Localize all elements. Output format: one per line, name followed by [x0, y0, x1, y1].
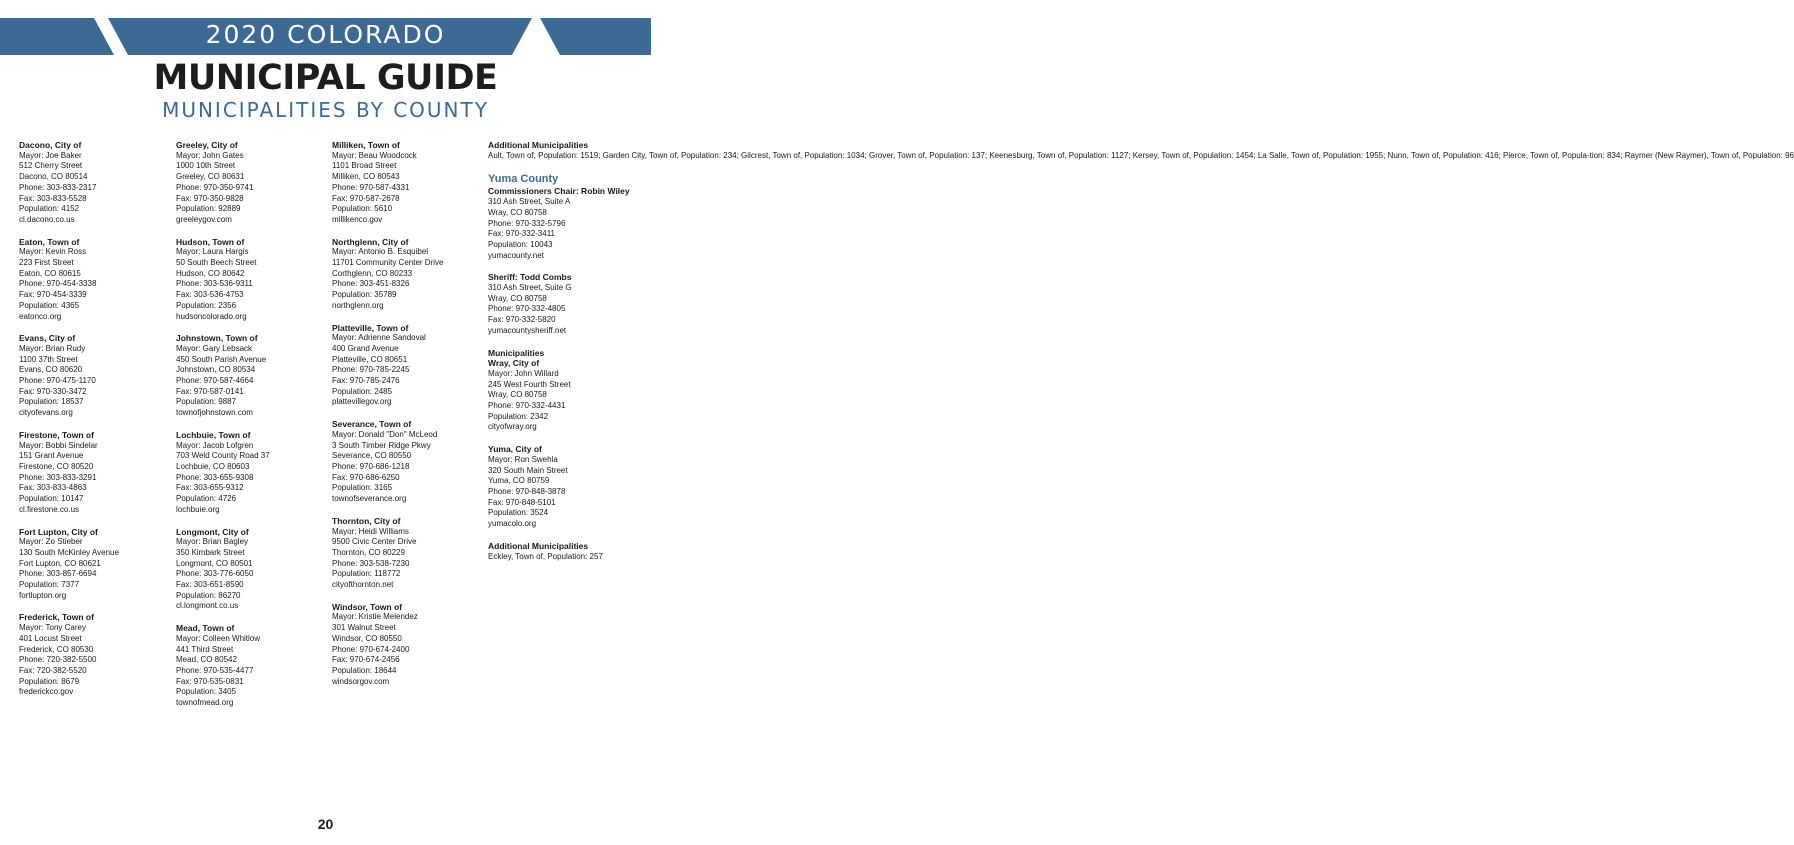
municipality-entry: [332, 516, 472, 591]
entry-line: Thornton, CO 80229: [332, 547, 405, 557]
entry-line: Corthglenn, CO 80233: [332, 268, 413, 278]
municipality-entry: [176, 527, 314, 613]
entry-line: hudsoncolorado.org: [176, 311, 247, 321]
entry-line: Population: 4152: [19, 204, 80, 214]
entry-name: Thornton, City of: [332, 515, 401, 526]
entry-line: frederickco.gov: [19, 687, 74, 697]
entry-line: 320 South Main Street: [488, 465, 568, 475]
entry-line: Greeley, CO 80631: [176, 172, 245, 182]
entry-line: 9500 Civic Center Drive: [332, 537, 417, 547]
entry-line: eatonco.org: [19, 311, 62, 321]
entry-line: Wray, CO 80758: [488, 207, 547, 217]
entry-line: windsorgov.com: [332, 676, 390, 686]
entry-line: Phone: 303-833-2317: [19, 182, 97, 192]
entry-line: Fax: 970-587-0141: [176, 386, 244, 396]
entry-name: Mead, Town of: [176, 623, 235, 634]
entry-line: Mead, CO 80542: [176, 655, 237, 665]
entry-line: Fax: 303-833-4863: [19, 483, 87, 493]
municipalities-label: Municipalities: [488, 347, 545, 358]
entry-line: Fax: 970-535-0831: [176, 676, 244, 686]
entry-line: 400 Grand Avenue: [332, 343, 399, 353]
entry-line: Mayor: Brian Rudy: [19, 343, 86, 353]
entry-line: Population: 5610: [332, 204, 393, 214]
entry-line: 703 Weld County Road 37: [176, 451, 270, 461]
entry-name: Wray, City of: [488, 358, 540, 369]
entry-line: plattevillegov.org: [332, 397, 392, 407]
entry-name: Dacono, City of: [19, 140, 82, 150]
entry-line: 441 Third Street: [176, 644, 234, 654]
entry-line: Fax: 303-833-5528: [19, 193, 87, 203]
entry-line: Population: 3405: [176, 687, 237, 697]
entry-line: Phone: 970-350-9741: [176, 182, 254, 192]
entry-line: Phone: 303-833-3291: [19, 472, 97, 482]
yuma-entry: [488, 444, 638, 530]
page-number: 20: [317, 816, 334, 832]
entry-line: yumacolo.org: [488, 519, 537, 529]
entry-line: Longmont, CO 80501: [176, 558, 253, 568]
entry-name: Fort Lupton, City of: [19, 526, 98, 537]
entry-line: Frederick, CO 80530: [19, 644, 94, 654]
entry-line: Phone: 970-674-2400: [332, 644, 410, 654]
municipality-entry: [19, 527, 157, 602]
entry-name: Eaton, Town of: [19, 236, 80, 247]
entry-name: Platteville, Town of: [332, 322, 409, 333]
entry-line: Windsor, CO 80550: [332, 633, 402, 643]
entry-line: 401 Locust Street: [19, 633, 82, 643]
entry-line: cityofthornton.net: [332, 580, 394, 590]
entry-name: Windsor, Town of: [332, 601, 403, 612]
entry-line: 245 West Fourth Street: [488, 379, 571, 389]
entry-line: 130 South McKinley Avenue: [19, 547, 119, 557]
entry-line: Phone: 970-332-5796: [488, 218, 566, 228]
municipality-entry: [176, 237, 314, 323]
entry-line: Fax: 970-332-5820: [488, 315, 556, 325]
municipality-entry: [176, 430, 314, 516]
entry-line: Fax: 970-587-2678: [332, 193, 400, 203]
entry-name: Yuma, City of: [488, 444, 542, 455]
entry-line: Mayor: Adrienne Sandoval: [332, 333, 426, 343]
entry-line: cl.dacono.co.us: [19, 214, 75, 224]
entry-line: 301 Walnut Street: [332, 623, 396, 633]
entry-line: cityofevans.org: [19, 408, 73, 418]
entry-line: Phone: 303-451-8326: [332, 279, 410, 289]
county-title: Yuma County: [488, 173, 559, 186]
entry-line: Fax: 720-382-5520: [19, 665, 87, 675]
header-banner: [0, 18, 651, 55]
entry-line: Population: 10147: [19, 494, 84, 504]
entry-line: Fax: 303-536-4753: [176, 290, 244, 300]
sheriff-entry: [488, 272, 638, 336]
municipality-entry: [19, 612, 157, 698]
entry-line: Population: 118772: [332, 569, 401, 579]
entry-line: Phone: 970-535-4477: [176, 665, 254, 675]
entry-line: 151 Grant Avenue: [19, 451, 84, 461]
entry-line: 350 Kimbark Street: [176, 547, 245, 557]
entry-line: Population: 3524: [488, 508, 549, 518]
entry-line: Phone: 970-587-4331: [332, 182, 410, 192]
entry-line: Population: 92889: [176, 204, 241, 214]
entry-line: Mayor: Donald "Don" McLeod: [332, 429, 438, 439]
entry-line: Phone: 970-587-4664: [176, 376, 254, 386]
entry-line: Population: 9887: [176, 397, 237, 407]
entry-line: Phone: 970-785-2245: [332, 365, 410, 375]
municipality-entry: [176, 333, 314, 419]
entry-line: Mayor: John Willard: [488, 368, 559, 378]
entry-line: Mayor: Colleen Whitlow: [176, 633, 261, 643]
entry-line: Mayor: Beau Woodcock: [332, 150, 417, 160]
municipality-entry: [332, 323, 472, 409]
entry-name: Lochbuie, Town of: [176, 429, 251, 440]
entry-line: Dacono, CO 80514: [19, 172, 88, 182]
entry-name: Johnstown, Town of: [176, 333, 258, 344]
entry-line: Mayor: Kristie Melendez: [332, 612, 418, 622]
municipality-entry: [332, 419, 472, 505]
commissioners-entry: [488, 186, 638, 261]
municipality-entry: [332, 237, 472, 312]
municipality-entry: [332, 602, 472, 688]
entry-line: 50 South Beech Street: [176, 258, 257, 268]
additional-municipalities-text-2: Eckley, Town of, Population: 257: [488, 551, 603, 561]
entry-line: Population: 2356: [176, 300, 237, 310]
entry-line: greeleygov.com: [176, 214, 232, 224]
entry-line: fortlupton.org: [19, 590, 67, 600]
entry-name: Firestone, Town of: [19, 429, 94, 440]
entry-line: 1101 Broad Street: [332, 161, 397, 171]
municipality-entry: [19, 237, 157, 323]
entry-name: Greeley, City of: [176, 140, 238, 150]
page-title: MUNICIPAL GUIDE: [153, 58, 498, 98]
entry-line: 310 Ash Street, Suite A: [488, 197, 571, 207]
entry-line: Fort Lupton, CO 80621: [19, 558, 101, 568]
entry-line: millikenco.gov: [332, 214, 383, 224]
entry-name: Milliken, Town of: [332, 140, 400, 150]
municipality-entry: [176, 623, 314, 709]
banner-title: 2020 COLORADO: [205, 20, 446, 49]
entry-line: Phone: 303-655-9308: [176, 472, 254, 482]
entry-line: Population: 18644: [332, 665, 397, 675]
entry-line: Phone: 970-686-1218: [332, 461, 410, 471]
entry-line: Mayor: Antonio B. Esquibel: [332, 247, 429, 257]
entry-line: Mayor: Tony Carey: [19, 623, 86, 633]
entry-line: Fax: 303-655-9312: [176, 483, 244, 493]
entry-line: Fax: 970-332-3411: [488, 229, 556, 239]
entry-line: 11701 Community Center Drive: [332, 258, 444, 268]
municipality-entry: [19, 140, 157, 226]
entry-line: Severance, CO 80550: [332, 451, 412, 461]
entry-line: townofjohnstown.com: [176, 408, 253, 418]
entry-line: Population: 2485: [332, 386, 393, 396]
entry-line: Lochbuie, CO 80603: [176, 461, 250, 471]
additional-municipalities-title-2: Additional Municipalities: [488, 540, 589, 551]
entry-line: Phone: 303-776-6050: [176, 569, 254, 579]
entry-line: 512 Cherry Street: [19, 161, 83, 171]
entry-line: Population: 2342: [488, 411, 549, 421]
entry-line: Mayor: Jacob Lofgren: [176, 440, 254, 450]
entry-line: 1100 37th Street: [19, 354, 78, 364]
entry-line: Mayor: Gary Lebsack: [176, 343, 253, 353]
entry-line: 450 South Parish Avenue: [176, 354, 267, 364]
entry-line: Mayor: John Gates: [176, 150, 244, 160]
column-3: [332, 140, 472, 698]
entry-line: Fax: 970-330-3472: [19, 386, 87, 396]
entry-line: Phone: 970-332-4805: [488, 304, 566, 314]
entry-line: townofseverance.org: [332, 494, 407, 504]
entry-line: Fax: 970-848-5101: [488, 497, 556, 507]
entry-line: Population: 4365: [19, 300, 80, 310]
entry-line: 3 South Timber Ridge Pkwy: [332, 440, 431, 450]
page-subtitle: MUNICIPALITIES BY COUNTY: [162, 98, 489, 122]
entry-line: Phone: 720-382-5500: [19, 655, 97, 665]
entry-line: Phone: 303-538-7230: [332, 558, 410, 568]
entry-line: Population: 7377: [19, 580, 80, 590]
column-2: [176, 140, 314, 720]
entry-line: Mayor: Laura Hargis: [176, 247, 249, 257]
entry-line: Mayor: Joe Baker: [19, 150, 82, 160]
column-4: [488, 140, 1794, 573]
entry-line: Johnstown, CO 80534: [176, 365, 256, 375]
entry-line: yumacounty.net: [488, 250, 544, 260]
entry-line: Population: 8679: [19, 676, 80, 686]
entry-line: Population: 86270: [176, 590, 241, 600]
entry-line: Mayor: Bobbi Sindelar: [19, 440, 98, 450]
entry-name: Sheriff: Todd Combs: [488, 272, 572, 283]
entry-line: Wray, CO 80758: [488, 293, 547, 303]
entry-line: townofmead.org: [176, 698, 234, 708]
entry-line: Population: 10043: [488, 239, 553, 249]
entry-line: cl.longmont.co.us: [176, 601, 239, 611]
entry-line: Phone: 970-475-1170: [19, 376, 96, 386]
entry-name: Frederick, Town of: [19, 612, 94, 623]
entry-line: 1000 10th Street: [176, 161, 236, 171]
entry-line: northglenn.org: [332, 300, 384, 310]
wray-entry: [488, 358, 638, 433]
entry-line: Evans, CO 80620: [19, 365, 83, 375]
entry-name: Northglenn, City of: [332, 236, 409, 247]
entry-line: Hudson, CO 80642: [176, 268, 245, 278]
additional-municipalities-2: [488, 541, 638, 562]
entry-line: Wray, CO 80758: [488, 390, 547, 400]
entry-name: Commissioners Chair: Robin Wiley: [488, 186, 630, 197]
additional-municipalities: [488, 140, 1794, 161]
entry-line: Mayor: Kevin Ross: [19, 247, 87, 257]
entry-line: Mayor: Ron Swehla: [488, 454, 558, 464]
entry-name: Hudson, Town of: [176, 236, 245, 247]
entry-line: Mayor: Zo Stieber: [19, 537, 83, 547]
entry-line: Population: 35789: [332, 290, 397, 300]
entry-line: 223 First Street: [19, 258, 74, 268]
entry-line: Mayor: Heidi Williams: [332, 526, 409, 536]
entry-line: Phone: 303-857-6694: [19, 569, 97, 579]
municipality-entry: [19, 333, 157, 419]
entry-line: Population: 18537: [19, 397, 84, 407]
entry-line: Eaton, CO 80615: [19, 268, 81, 278]
entry-line: 310 Ash Street, Suite G: [488, 283, 572, 293]
entry-name: Longmont, City of: [176, 526, 249, 537]
additional-municipalities-title: Additional Municipalities: [488, 140, 589, 150]
entry-line: Phone: 970-332-4431: [488, 401, 566, 411]
entry-line: Platteville, CO 80651: [332, 354, 408, 364]
municipality-entry: [332, 140, 472, 226]
entry-line: yumacountysheriff.net: [488, 325, 567, 335]
entry-line: Phone: 970-848-3878: [488, 486, 566, 496]
entry-line: Firestone, CO 80520: [19, 461, 94, 471]
column-1: [19, 140, 157, 709]
entry-line: Fax: 970-686-6250: [332, 472, 400, 482]
entry-line: Fax: 970-350-9828: [176, 193, 244, 203]
entry-line: cityofwray.org: [488, 422, 537, 432]
entry-line: Fax: 303-651-8590: [176, 580, 244, 590]
entry-line: Fax: 970-785-2476: [332, 376, 400, 386]
entry-line: Population: 4726: [176, 494, 237, 504]
entry-line: cl.firestone.co.us: [19, 504, 80, 514]
municipality-entry: [176, 140, 314, 226]
entry-line: Milliken, CO 80543: [332, 172, 400, 182]
entry-line: Population: 3165: [332, 483, 393, 493]
additional-municipalities-text: Ault, Town of, Population: 1519; Garden City, Town of, Population: 234; Gilcrest, Town of, Population: 1034; Grover, Town of, Population: 137; Keenesburg, Town of, Population: 1127; Kersey, Town of, Population: 1454; La Salle, Town of, Population: 1955; Nunn, Town of, Population: 416; Pierce, Town of, Popula-tion: 834; Raymer (New Raymer), Town of, Population: 96: [488, 150, 1794, 160]
entry-name: Severance, Town of: [332, 419, 412, 430]
entry-line: Phone: 303-536-9311: [176, 279, 253, 289]
entry-line: Fax: 970-674-2456: [332, 655, 400, 665]
municipality-entry: [19, 430, 157, 516]
entry-line: Mayor: Brian Bagley: [176, 537, 249, 547]
entry-line: Phone: 970-454-3338: [19, 279, 97, 289]
entry-line: Yuma, CO 80759: [488, 476, 550, 486]
entry-line: Fax: 970-454-3339: [19, 290, 87, 300]
entry-line: lochbuie.org: [176, 504, 220, 514]
entry-name: Evans, City of: [19, 333, 76, 344]
